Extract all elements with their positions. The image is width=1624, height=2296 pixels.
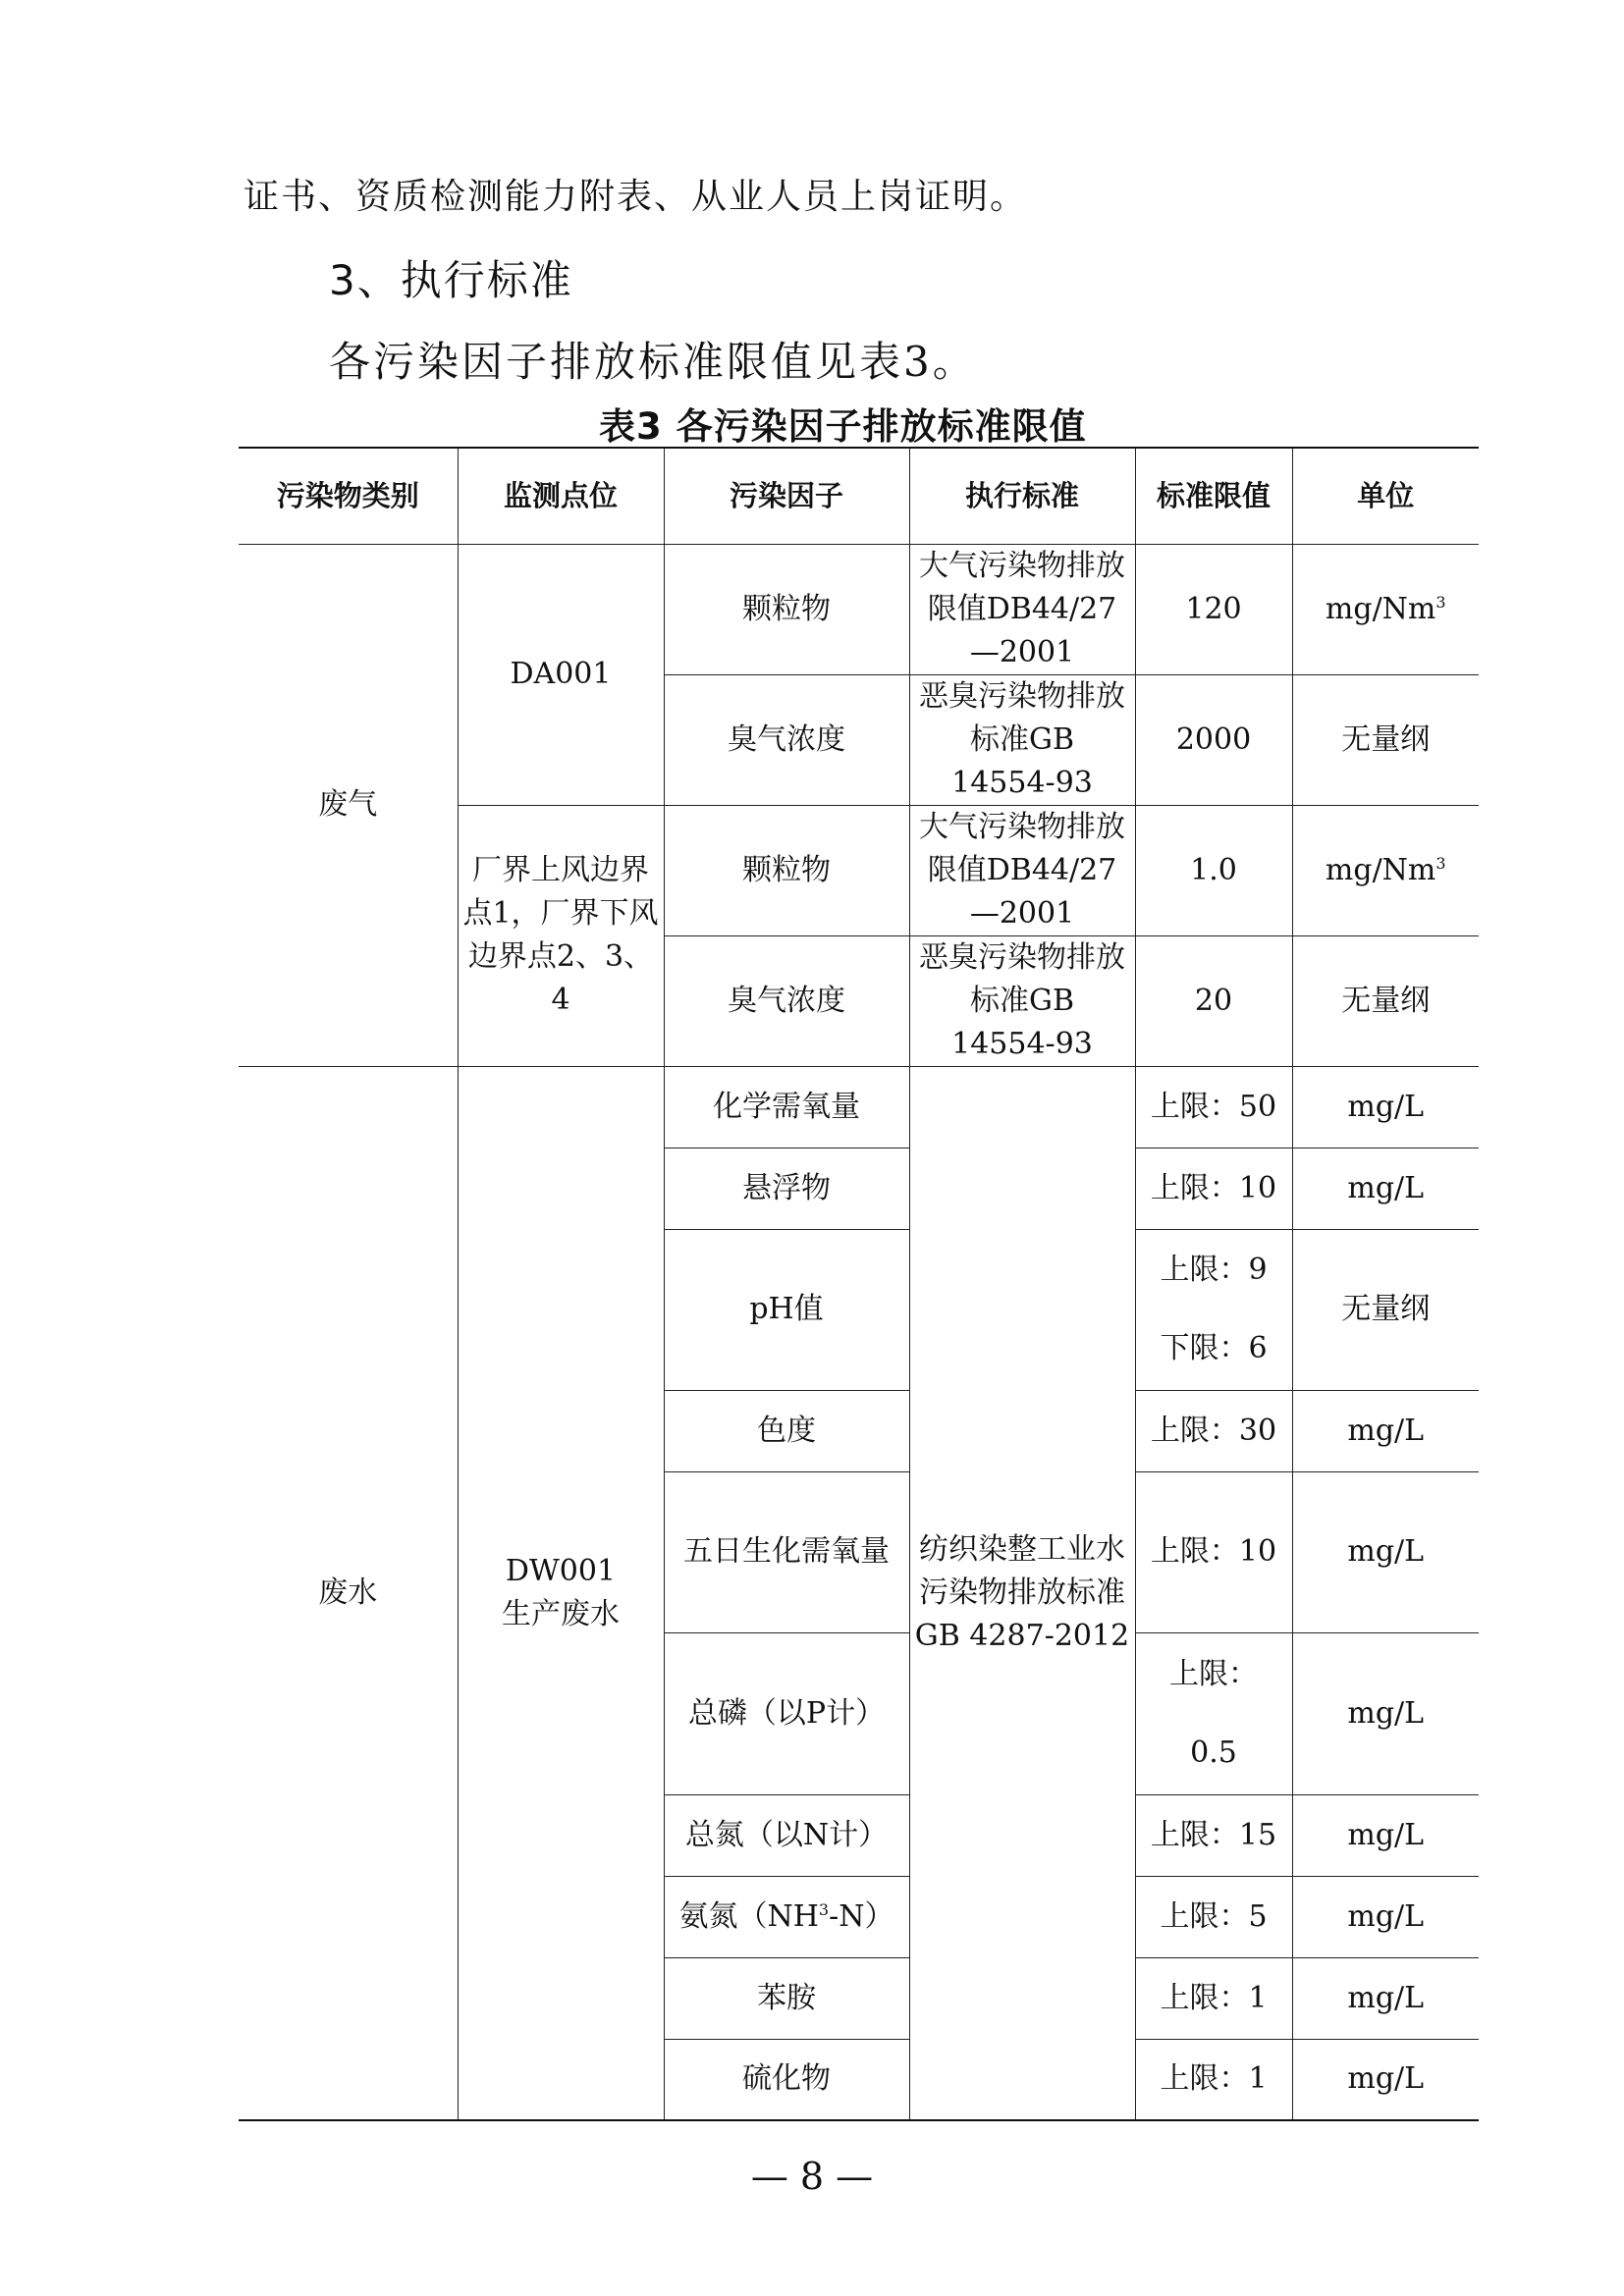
limit-cell: 上限：50	[1135, 1066, 1292, 1148]
factor-cell: 颗粒物	[664, 544, 909, 674]
category-gas: 废气	[239, 544, 458, 1066]
unit-cell	[1292, 544, 1479, 674]
standard-cell: 恶臭污染物排放标准GB 14554-93	[909, 674, 1135, 805]
limit-cell: 上限：9 下限：6	[1135, 1229, 1292, 1390]
factor-cell: 苯胺	[664, 1957, 909, 2039]
section-paragraph: 各污染因子排放标准限值见表3。	[329, 338, 977, 386]
limit-cell: 上限：10	[1135, 1471, 1292, 1632]
factor-cell: 总磷（以P计）	[664, 1632, 909, 1794]
unit-cell: mg/L	[1292, 1148, 1479, 1229]
unit-cell: mg/L	[1292, 1876, 1479, 1957]
standard-cell: 恶臭污染物排放标准GB 14554-93	[909, 935, 1135, 1066]
water-standard-cell: 纺织染整工业水污染物排放标准GB 4287-2012	[909, 1066, 1135, 2120]
intro-tail-paragraph: 证书、资质检测能力附表、从业人员上岗证明。	[244, 177, 1028, 217]
page-number: — 8 —	[750, 2155, 874, 2198]
header-point: 监测点位	[458, 448, 664, 544]
table-row	[239, 1066, 1479, 1148]
factor-tail: -N）	[829, 1898, 894, 1934]
factor-cell: 臭气浓度	[664, 935, 909, 1066]
factor-base: 氨氮（NH	[678, 1898, 819, 1934]
unit-cell: mg/L	[1292, 1471, 1479, 1632]
limit-cell: 上限：5	[1135, 1876, 1292, 1957]
header-category: 污染物类别	[239, 448, 458, 544]
unit-base: mg/Nm	[1325, 852, 1436, 887]
limit-cell: 上限：30	[1135, 1390, 1292, 1471]
point-boundary: 厂界上风边界点1，厂界下风边界点2、3、4	[458, 805, 664, 1066]
unit-cell: 无量纲	[1292, 935, 1479, 1066]
unit-cell: mg/L	[1292, 1066, 1479, 1148]
limit-cell: 上限：10	[1135, 1148, 1292, 1229]
unit-cell: mg/L	[1292, 1632, 1479, 1794]
unit-cell	[1292, 805, 1479, 935]
emission-standards-table	[239, 447, 1479, 2121]
limit-cell: 1.0	[1135, 805, 1292, 935]
factor-cell: 悬浮物	[664, 1148, 909, 1229]
standard-cell: 大气污染物排放限值DB44/27—2001	[909, 544, 1135, 674]
factor-cell: 色度	[664, 1390, 909, 1471]
limit-cell: 上限：1	[1135, 2039, 1292, 2120]
limit-cell: 20	[1135, 935, 1292, 1066]
unit-superscript: 3	[1435, 853, 1446, 873]
factor-cell: 臭气浓度	[664, 674, 909, 805]
limit-cell: 上限：1	[1135, 1957, 1292, 2039]
category-water: 废水	[239, 1066, 458, 2120]
standard-cell: 大气污染物排放限值DB44/27—2001	[909, 805, 1135, 935]
unit-cell: mg/L	[1292, 2039, 1479, 2120]
header-limit: 标准限值	[1135, 448, 1292, 544]
factor-superscript: 3	[818, 1899, 830, 1919]
header-standard: 执行标准	[909, 448, 1135, 544]
table-caption: 表3 各污染因子排放标准限值	[599, 405, 1087, 448]
factor-cell: pH值	[664, 1229, 909, 1390]
unit-cell: mg/L	[1292, 1957, 1479, 2039]
factor-cell: 总氮（以N计）	[664, 1794, 909, 1876]
limit-cell: 2000	[1135, 674, 1292, 805]
factor-cell: 颗粒物	[664, 805, 909, 935]
table-header-row	[239, 448, 1479, 544]
factor-cell	[664, 1876, 909, 1957]
unit-cell: mg/L	[1292, 1390, 1479, 1471]
table-row	[239, 544, 1479, 674]
limit-cell: 上限：15	[1135, 1794, 1292, 1876]
section-heading: 3、执行标准	[329, 256, 573, 304]
header-unit: 单位	[1292, 448, 1479, 544]
limit-cell: 120	[1135, 544, 1292, 674]
factor-cell: 五日生化需氧量	[664, 1471, 909, 1632]
factor-cell: 硫化物	[664, 2039, 909, 2120]
unit-cell: 无量纲	[1292, 674, 1479, 805]
unit-cell: mg/L	[1292, 1794, 1479, 1876]
point-dw001: DW001 生产废水	[458, 1066, 664, 2120]
point-da001: DA001	[458, 544, 664, 805]
unit-base: mg/Nm	[1325, 591, 1436, 626]
limit-cell: 上限： 0.5	[1135, 1632, 1292, 1794]
unit-superscript: 3	[1435, 592, 1446, 612]
header-factor: 污染因子	[664, 448, 909, 544]
factor-cell: 化学需氧量	[664, 1066, 909, 1148]
unit-cell: 无量纲	[1292, 1229, 1479, 1390]
